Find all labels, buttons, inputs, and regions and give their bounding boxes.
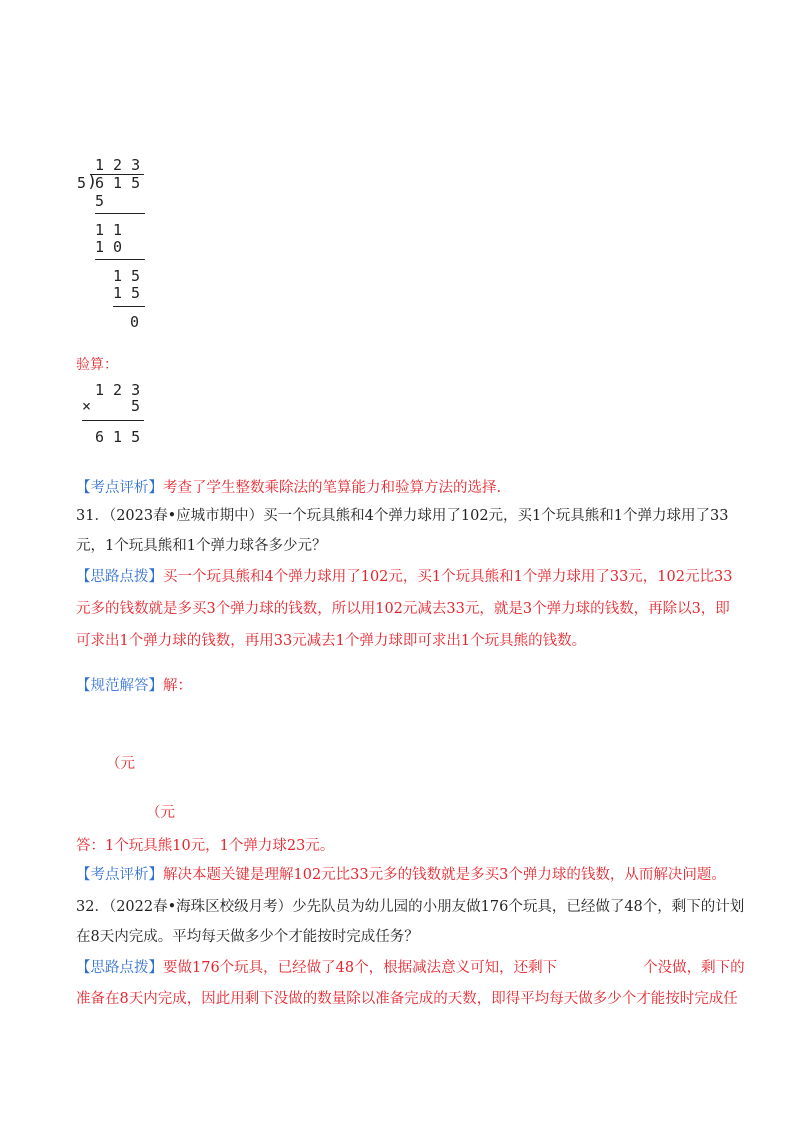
q31-answer-tag: 【规范解答】 xyxy=(76,678,163,694)
division-step2-partial: 1 1 xyxy=(95,221,123,239)
division-rule-2 xyxy=(95,259,145,260)
division-step3-partial: 1 5 xyxy=(113,267,141,285)
division-quotient: 1 2 3 xyxy=(95,156,141,174)
q31-calc-1: （元 xyxy=(106,756,135,772)
q32-line-2: 在8天内完成。平均每天做多少个才能按时完成任务？ xyxy=(76,929,419,945)
q32-hint-line-1 xyxy=(76,958,745,978)
division-rule-3 xyxy=(113,306,145,307)
q32-hint-text-1b: 个没做，剩下的 xyxy=(643,960,745,976)
division-step2-product: 1 0 xyxy=(95,238,123,256)
check-rule xyxy=(82,420,144,421)
check-label: 验算： xyxy=(76,357,118,373)
q31-hint-line-3: 可求出1个弹力球的钱数，再用33元减去1个弹力球即可求出1个玩具熊的钱数。 xyxy=(76,633,587,649)
q31-answer-header xyxy=(76,676,192,696)
q32-hint-line-2: 准备在8天内完成，因此用剩下没做的数量除以准备完成的天数，即得平均每天做多少个才能按时完成任 xyxy=(76,991,738,1007)
q31-hint-tag: 【思路点拨】 xyxy=(76,569,163,585)
check-multiplicand: 1 2 3 xyxy=(95,381,141,399)
q31-line-1: 31．（2023春•应城市期中）买一个玩具熊和4个弹力球用了102元，买1个玩具熊和1个弹力球用了33 xyxy=(76,508,729,524)
q31-line-2: 元，1个玩具熊和1个弹力球各多少元？ xyxy=(76,538,327,554)
division-divisor: 5 xyxy=(77,174,87,192)
division-step1-product: 5 xyxy=(95,192,105,210)
analysis-30-tag: 【考点评析】 xyxy=(76,480,163,496)
q31-analysis xyxy=(76,865,726,885)
q31-calc-2: （元 xyxy=(146,805,175,821)
q32-hint-tag: 【思路点拨】 xyxy=(76,960,163,976)
q31-hint-line-1 xyxy=(76,567,732,587)
q31-analysis-tag: 【考点评析】 xyxy=(76,867,163,883)
q31-analysis-text: 解决本题关键是理解102元比33元多的钱数就是多买3个弹力球的钱数，从而解决问题。 xyxy=(163,867,726,883)
q31-hint-text-1: 买一个玩具熊和4个弹力球用了102元，买1个玩具熊和1个弹力球用了33元，102元比33 xyxy=(163,569,733,585)
division-step3-product: 1 5 xyxy=(113,284,141,302)
check-multiplier: 5 xyxy=(131,397,141,415)
check-operator: × xyxy=(82,397,92,415)
q32-line-1: 32．（2022春•海珠区校级月考）少先队员为幼儿园的小朋友做176个玩具，已经做了48个，剩下的计划 xyxy=(76,899,745,915)
q31-answer-line: 答：1个玩具熊10元，1个弹力球23元。 xyxy=(76,838,335,854)
q32-hint-text-1a: 要做176个玩具，已经做了48个，根据减法意义可知，还剩下 xyxy=(163,960,558,976)
division-dividend: 6 1 5 xyxy=(95,174,141,192)
division-bracket: ) xyxy=(87,172,98,192)
q31-hint-line-2: 元多的钱数就是多买3个弹力球的钱数，所以用102元减去33元，就是3个弹力球的钱数，再除以3，即 xyxy=(76,601,730,617)
analysis-30-text: 考查了学生整数乘除法的笔算能力和验算方法的选择. xyxy=(163,480,502,496)
analysis-30 xyxy=(76,478,501,498)
division-remainder: 0 xyxy=(130,313,140,331)
check-product: 6 1 5 xyxy=(95,428,141,446)
division-rule-1 xyxy=(95,213,145,214)
q31-answer-intro: 解： xyxy=(163,678,192,694)
